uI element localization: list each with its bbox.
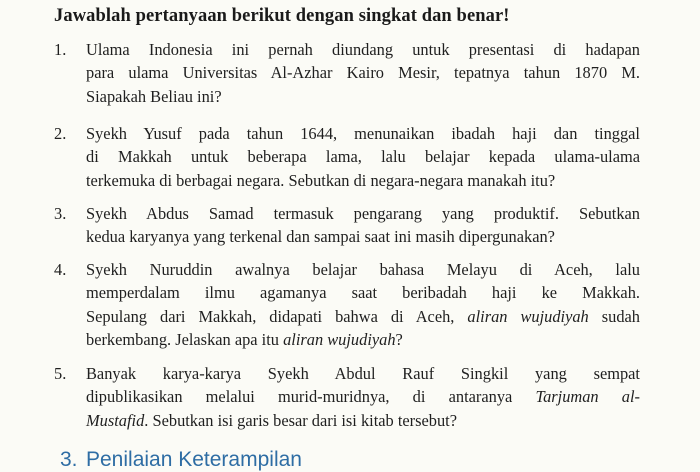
question-line: para ulama Universitas Al-Azhar Kairo Mesir, tepatnya tahun 1870 M.: [86, 63, 640, 83]
italic-term: Mustafid: [86, 410, 145, 430]
question-line: Syekh Yusuf pada tahun 1644, menunaikan ibadah haji dan tinggal: [86, 124, 640, 143]
question-line: Ulama Indonesia ini pernah diundang untuk presentasi di hadapan: [86, 40, 640, 59]
question-text: [86, 122, 640, 192]
italic-term: aliran wujudiyah: [467, 306, 589, 326]
section-number: 3.: [60, 448, 78, 471]
question-item: [54, 202, 640, 249]
question-text: [86, 38, 640, 108]
question-item: [54, 122, 640, 192]
question-line: terkemuka di berbagai negara. Sebutkan di negara-negara manakah itu?: [86, 170, 556, 190]
instruction-heading: Jawablah pertanyaan berikut dengan singkat dan benar!: [54, 6, 510, 26]
question-number: 3.: [54, 204, 67, 223]
question-line-part: dipublikasikan melalui murid-muridnya, di antaranya: [86, 387, 536, 407]
question-number: 1.: [54, 40, 67, 59]
question-number: 2.: [54, 124, 67, 143]
italic-term: aliran wujudiyah: [283, 330, 396, 350]
question-item: [54, 362, 640, 432]
question-line-part: Sepulang dari Makkah, didapati bahwa di Aceh,: [86, 306, 468, 326]
question-text: [86, 202, 640, 249]
question-line: Banyak karya-karya Syekh Abdul Rauf Singkil yang sempat: [86, 364, 640, 383]
question-line: di Makkah untuk beberapa lama, lalu belajar kepada ulama-ulama: [86, 147, 640, 167]
question-text: [86, 362, 640, 432]
question-line-part: ?: [395, 330, 403, 350]
question-text: [86, 258, 640, 352]
italic-term: Tarjuman al-: [535, 387, 640, 407]
question-line: memperdalam ilmu agamanya saat beribadah haji ke Makkah.: [86, 283, 640, 303]
section-title: Penilaian Keterampilan: [86, 448, 302, 471]
question-number: 5.: [54, 364, 67, 383]
question-line: [86, 305, 640, 328]
question-line: [86, 328, 640, 351]
question-line-part: berkembang. Jelaskan apa itu: [86, 330, 284, 350]
question-line-part: . Sebutkan isi garis besar dari isi kitab tersebut?: [144, 410, 457, 430]
question-line-part: sudah: [588, 306, 641, 326]
question-line: Siapakah Beliau ini?: [86, 86, 222, 106]
section-heading: [60, 448, 302, 472]
question-line: [86, 385, 640, 408]
question-line: Syekh Nuruddin awalnya belajar bahasa Melayu di Aceh, lalu: [86, 260, 640, 279]
question-line: [86, 409, 640, 432]
question-line: Syekh Abdus Samad termasuk pengarang yang produktif. Sebutkan: [86, 204, 640, 223]
question-item: [54, 38, 640, 108]
question-item: [54, 258, 640, 352]
question-line: kedua karyanya yang terkenal dan sampai saat ini masih dipergunakan?: [86, 227, 555, 247]
question-number: 4.: [54, 260, 67, 279]
